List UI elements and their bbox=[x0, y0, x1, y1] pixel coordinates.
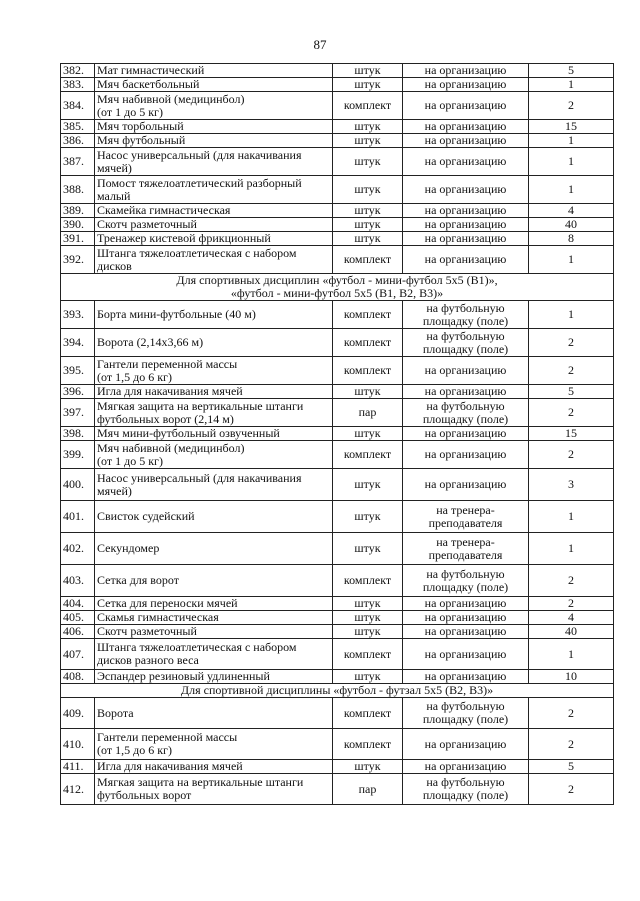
allocation-basis: на тренера- преподавателя bbox=[403, 501, 529, 533]
item-name: Мяч торбольный bbox=[95, 120, 333, 134]
item-name: Гантели переменной массы (от 1,5 до 6 кг) bbox=[95, 357, 333, 385]
allocation-basis: на организацию bbox=[403, 729, 529, 760]
section-heading-row bbox=[61, 274, 614, 301]
quantity: 1 bbox=[529, 148, 614, 176]
item-name: Мяч баскетбольный bbox=[95, 78, 333, 92]
table-row bbox=[61, 329, 614, 357]
quantity: 15 bbox=[529, 427, 614, 441]
item-name: Ворота bbox=[95, 698, 333, 729]
quantity: 2 bbox=[529, 597, 614, 611]
quantity: 2 bbox=[529, 399, 614, 427]
unit-of-measure: штук bbox=[333, 611, 403, 625]
item-name: Свисток судейский bbox=[95, 501, 333, 533]
table-row bbox=[61, 218, 614, 232]
item-number: 410. bbox=[61, 729, 95, 760]
unit-of-measure: комплект bbox=[333, 441, 403, 469]
item-number: 401. bbox=[61, 501, 95, 533]
item-number: 408. bbox=[61, 670, 95, 684]
item-number: 402. bbox=[61, 533, 95, 565]
table-row bbox=[61, 92, 614, 120]
item-number: 398. bbox=[61, 427, 95, 441]
item-number: 405. bbox=[61, 611, 95, 625]
quantity: 1 bbox=[529, 301, 614, 329]
unit-of-measure: штук bbox=[333, 670, 403, 684]
item-name: Мягкая защита на вертикальные штанги футбольных ворот (2,14 м) bbox=[95, 399, 333, 427]
unit-of-measure: штук bbox=[333, 218, 403, 232]
table-row bbox=[61, 774, 614, 805]
item-name: Насос универсальный (для накачивания мячей) bbox=[95, 148, 333, 176]
item-name: Мяч мини-футбольный озвученный bbox=[95, 427, 333, 441]
item-number: 393. bbox=[61, 301, 95, 329]
item-name: Эспандер резиновый удлиненный bbox=[95, 670, 333, 684]
unit-of-measure: штук bbox=[333, 134, 403, 148]
unit-of-measure: штук bbox=[333, 469, 403, 501]
item-name: Сетка для переноски мячей bbox=[95, 597, 333, 611]
allocation-basis: на организацию bbox=[403, 78, 529, 92]
allocation-basis: на организацию bbox=[403, 204, 529, 218]
table-row bbox=[61, 670, 614, 684]
table-row bbox=[61, 134, 614, 148]
quantity: 2 bbox=[529, 329, 614, 357]
item-number: 409. bbox=[61, 698, 95, 729]
item-name: Скамья гимнастическая bbox=[95, 611, 333, 625]
item-number: 392. bbox=[61, 246, 95, 274]
unit-of-measure: комплект bbox=[333, 246, 403, 274]
item-number: 399. bbox=[61, 441, 95, 469]
item-number: 383. bbox=[61, 78, 95, 92]
quantity: 1 bbox=[529, 134, 614, 148]
quantity: 1 bbox=[529, 176, 614, 204]
allocation-basis: на организацию bbox=[403, 357, 529, 385]
quantity: 5 bbox=[529, 760, 614, 774]
section-heading-row bbox=[61, 684, 614, 698]
unit-of-measure: штук bbox=[333, 501, 403, 533]
item-name: Игла для накачивания мячей bbox=[95, 385, 333, 399]
table-row bbox=[61, 501, 614, 533]
table-row bbox=[61, 469, 614, 501]
item-number: 390. bbox=[61, 218, 95, 232]
allocation-basis: на организацию bbox=[403, 218, 529, 232]
quantity: 10 bbox=[529, 670, 614, 684]
unit-of-measure: комплект bbox=[333, 329, 403, 357]
quantity: 2 bbox=[529, 565, 614, 597]
allocation-basis: на организацию bbox=[403, 246, 529, 274]
item-number: 403. bbox=[61, 565, 95, 597]
quantity: 2 bbox=[529, 441, 614, 469]
item-number: 389. bbox=[61, 204, 95, 218]
item-name: Штанга тяжелоатлетическая с набором дисков разного веса bbox=[95, 639, 333, 670]
unit-of-measure: комплект bbox=[333, 565, 403, 597]
quantity: 1 bbox=[529, 533, 614, 565]
item-name: Мягкая защита на вертикальные штанги футбольных ворот bbox=[95, 774, 333, 805]
table-row bbox=[61, 78, 614, 92]
item-number: 404. bbox=[61, 597, 95, 611]
item-name: Мяч набивной (медицинбол) (от 1 до 5 кг) bbox=[95, 441, 333, 469]
item-number: 397. bbox=[61, 399, 95, 427]
unit-of-measure: штук bbox=[333, 760, 403, 774]
section-heading: Для спортивной дисциплины «футбол - футзал 5х5 (В2, В3)» bbox=[61, 684, 614, 698]
quantity: 4 bbox=[529, 204, 614, 218]
quantity: 2 bbox=[529, 698, 614, 729]
item-name: Тренажер кистевой фрикционный bbox=[95, 232, 333, 246]
table-row bbox=[61, 625, 614, 639]
allocation-basis: на организацию bbox=[403, 385, 529, 399]
item-name: Мяч футбольный bbox=[95, 134, 333, 148]
table-row bbox=[61, 565, 614, 597]
table-row bbox=[61, 441, 614, 469]
item-number: 388. bbox=[61, 176, 95, 204]
item-name: Секундомер bbox=[95, 533, 333, 565]
allocation-basis: на организацию bbox=[403, 92, 529, 120]
allocation-basis: на организацию bbox=[403, 120, 529, 134]
item-number: 412. bbox=[61, 774, 95, 805]
table-row bbox=[61, 399, 614, 427]
quantity: 2 bbox=[529, 357, 614, 385]
allocation-basis: на организацию bbox=[403, 760, 529, 774]
table-row bbox=[61, 148, 614, 176]
item-name: Мат гимнастический bbox=[95, 64, 333, 78]
item-number: 406. bbox=[61, 625, 95, 639]
quantity: 40 bbox=[529, 625, 614, 639]
allocation-basis: на футбольную площадку (поле) bbox=[403, 698, 529, 729]
item-number: 407. bbox=[61, 639, 95, 670]
allocation-basis: на организацию bbox=[403, 597, 529, 611]
table-row bbox=[61, 385, 614, 399]
unit-of-measure: штук bbox=[333, 148, 403, 176]
quantity: 1 bbox=[529, 639, 614, 670]
quantity: 2 bbox=[529, 729, 614, 760]
unit-of-measure: штук bbox=[333, 64, 403, 78]
unit-of-measure: комплект bbox=[333, 92, 403, 120]
allocation-basis: на организацию bbox=[403, 639, 529, 670]
unit-of-measure: штук bbox=[333, 78, 403, 92]
quantity: 3 bbox=[529, 469, 614, 501]
item-number: 400. bbox=[61, 469, 95, 501]
table-row bbox=[61, 611, 614, 625]
table-row bbox=[61, 246, 614, 274]
quantity: 1 bbox=[529, 501, 614, 533]
table-row bbox=[61, 357, 614, 385]
item-name: Ворота (2,14х3,66 м) bbox=[95, 329, 333, 357]
allocation-basis: на футбольную площадку (поле) bbox=[403, 329, 529, 357]
unit-of-measure: штук bbox=[333, 533, 403, 565]
quantity: 15 bbox=[529, 120, 614, 134]
item-number: 385. bbox=[61, 120, 95, 134]
unit-of-measure: штук bbox=[333, 176, 403, 204]
item-name: Помост тяжелоатлетический разборный малый bbox=[95, 176, 333, 204]
table-row bbox=[61, 698, 614, 729]
allocation-basis: на организацию bbox=[403, 427, 529, 441]
allocation-basis: на организацию bbox=[403, 232, 529, 246]
item-number: 411. bbox=[61, 760, 95, 774]
allocation-basis: на организацию bbox=[403, 176, 529, 204]
quantity: 1 bbox=[529, 246, 614, 274]
unit-of-measure: комплект bbox=[333, 729, 403, 760]
equipment-table bbox=[60, 63, 614, 805]
allocation-basis: на тренера- преподавателя bbox=[403, 533, 529, 565]
unit-of-measure: штук bbox=[333, 204, 403, 218]
item-number: 384. bbox=[61, 92, 95, 120]
item-name: Насос универсальный (для накачивания мячей) bbox=[95, 469, 333, 501]
item-number: 395. bbox=[61, 357, 95, 385]
quantity: 4 bbox=[529, 611, 614, 625]
allocation-basis: на организацию bbox=[403, 64, 529, 78]
allocation-basis: на организацию bbox=[403, 134, 529, 148]
item-number: 387. bbox=[61, 148, 95, 176]
item-number: 391. bbox=[61, 232, 95, 246]
allocation-basis: на организацию bbox=[403, 670, 529, 684]
unit-of-measure: штук bbox=[333, 120, 403, 134]
allocation-basis: на организацию bbox=[403, 441, 529, 469]
item-name: Сетка для ворот bbox=[95, 565, 333, 597]
table-row bbox=[61, 120, 614, 134]
table-row bbox=[61, 639, 614, 670]
allocation-basis: на футбольную площадку (поле) bbox=[403, 399, 529, 427]
item-name: Скотч разметочный bbox=[95, 625, 333, 639]
item-number: 394. bbox=[61, 329, 95, 357]
table-row bbox=[61, 232, 614, 246]
equipment-table-body bbox=[61, 64, 614, 805]
table-row bbox=[61, 64, 614, 78]
table-row bbox=[61, 301, 614, 329]
table-row bbox=[61, 597, 614, 611]
item-name: Скамейка гимнастическая bbox=[95, 204, 333, 218]
unit-of-measure: штук bbox=[333, 427, 403, 441]
item-name: Борта мини-футбольные (40 м) bbox=[95, 301, 333, 329]
item-name: Скотч разметочный bbox=[95, 218, 333, 232]
allocation-basis: на организацию bbox=[403, 625, 529, 639]
unit-of-measure: пар bbox=[333, 399, 403, 427]
unit-of-measure: штук bbox=[333, 232, 403, 246]
table-row bbox=[61, 760, 614, 774]
quantity: 2 bbox=[529, 92, 614, 120]
table-row bbox=[61, 729, 614, 760]
quantity: 1 bbox=[529, 78, 614, 92]
unit-of-measure: штук bbox=[333, 385, 403, 399]
unit-of-measure: комплект bbox=[333, 639, 403, 670]
item-name: Гантели переменной массы (от 1,5 до 6 кг) bbox=[95, 729, 333, 760]
section-heading: Для спортивных дисциплин «футбол - мини-футбол 5х5 (В1)», «футбол - мини-футбол 5х5 (В1, В2, В3)» bbox=[61, 274, 614, 301]
allocation-basis: на организацию bbox=[403, 611, 529, 625]
unit-of-measure: пар bbox=[333, 774, 403, 805]
item-number: 386. bbox=[61, 134, 95, 148]
unit-of-measure: штук bbox=[333, 625, 403, 639]
item-name: Штанга тяжелоатлетическая с набором дисков bbox=[95, 246, 333, 274]
allocation-basis: на футбольную площадку (поле) bbox=[403, 774, 529, 805]
table-row bbox=[61, 427, 614, 441]
table-row bbox=[61, 204, 614, 218]
table-row bbox=[61, 533, 614, 565]
unit-of-measure: комплект bbox=[333, 301, 403, 329]
unit-of-measure: комплект bbox=[333, 357, 403, 385]
allocation-basis: на организацию bbox=[403, 148, 529, 176]
item-number: 396. bbox=[61, 385, 95, 399]
page-number: 87 bbox=[313, 37, 327, 52]
quantity: 8 bbox=[529, 232, 614, 246]
quantity: 5 bbox=[529, 64, 614, 78]
quantity: 5 bbox=[529, 385, 614, 399]
allocation-basis: на футбольную площадку (поле) bbox=[403, 565, 529, 597]
item-name: Игла для накачивания мячей bbox=[95, 760, 333, 774]
item-number: 382. bbox=[61, 64, 95, 78]
quantity: 40 bbox=[529, 218, 614, 232]
unit-of-measure: комплект bbox=[333, 698, 403, 729]
allocation-basis: на организацию bbox=[403, 469, 529, 501]
quantity: 2 bbox=[529, 774, 614, 805]
item-name: Мяч набивной (медицинбол) (от 1 до 5 кг) bbox=[95, 92, 333, 120]
unit-of-measure: штук bbox=[333, 597, 403, 611]
allocation-basis: на футбольную площадку (поле) bbox=[403, 301, 529, 329]
table-row bbox=[61, 176, 614, 204]
